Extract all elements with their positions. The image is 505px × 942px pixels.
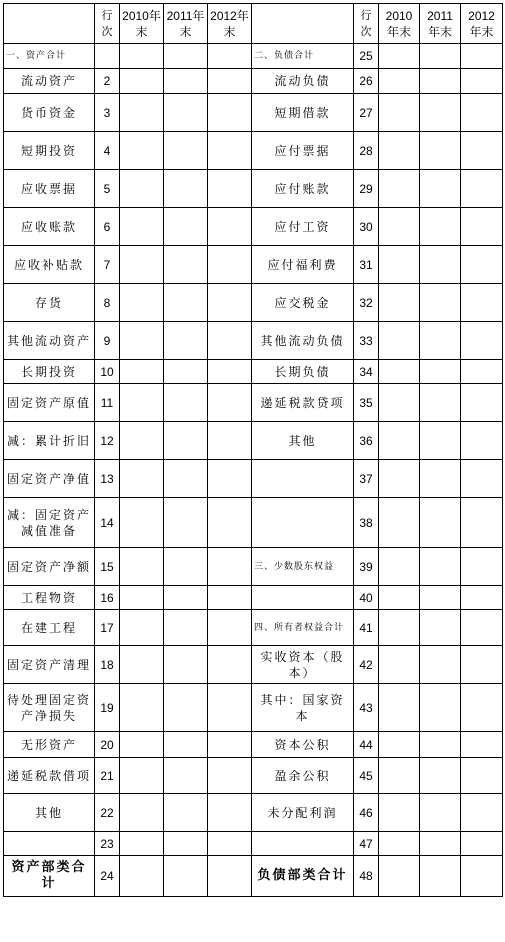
value-cell xyxy=(420,460,461,498)
right-item-label: 四、所有者权益合计 xyxy=(252,610,354,646)
left-line-no: 10 xyxy=(95,360,120,384)
value-cell xyxy=(420,856,461,897)
right-line-no: 42 xyxy=(354,646,379,684)
line-no-header: 行次 xyxy=(354,4,379,44)
value-cell xyxy=(461,284,503,322)
value-cell xyxy=(208,732,252,758)
value-cell xyxy=(461,832,503,856)
right-item-label xyxy=(252,586,354,610)
value-cell xyxy=(420,794,461,832)
right-line-no: 25 xyxy=(354,44,379,69)
left-line-no: 7 xyxy=(95,246,120,284)
value-cell xyxy=(420,732,461,758)
table-row xyxy=(4,646,503,684)
value-cell xyxy=(461,360,503,384)
table-row xyxy=(4,794,503,832)
value-cell xyxy=(208,322,252,360)
line-no-header: 行次 xyxy=(95,4,120,44)
value-cell xyxy=(461,732,503,758)
value-cell xyxy=(164,132,208,170)
value-cell xyxy=(120,384,164,422)
table-row xyxy=(4,610,503,646)
value-cell xyxy=(164,284,208,322)
value-cell xyxy=(208,422,252,460)
left-line-no: 21 xyxy=(95,758,120,794)
value-cell xyxy=(164,208,208,246)
value-cell xyxy=(120,610,164,646)
right-item-label: 三、少数股东权益 xyxy=(252,548,354,586)
left-item-label: 存货 xyxy=(4,284,95,322)
left-item-label: 无形资产 xyxy=(4,732,95,758)
right-line-no: 46 xyxy=(354,794,379,832)
table-row xyxy=(4,460,503,498)
left-item-label: 固定资产原值 xyxy=(4,384,95,422)
value-cell xyxy=(208,44,252,69)
value-cell xyxy=(120,360,164,384)
value-cell xyxy=(461,548,503,586)
value-cell xyxy=(420,322,461,360)
value-cell xyxy=(164,684,208,732)
right-line-no: 32 xyxy=(354,284,379,322)
value-cell xyxy=(120,94,164,132)
right-item-label: 递延税款贷项 xyxy=(252,384,354,422)
table-row xyxy=(4,832,503,856)
table-row xyxy=(4,246,503,284)
value-cell xyxy=(120,586,164,610)
right-item-label xyxy=(252,832,354,856)
left-item-label: 货币资金 xyxy=(4,94,95,132)
item-header-left xyxy=(4,4,95,44)
value-cell xyxy=(420,610,461,646)
value-cell xyxy=(120,732,164,758)
value-cell xyxy=(164,794,208,832)
value-cell xyxy=(379,94,420,132)
left-line-no: 13 xyxy=(95,460,120,498)
left-line-no: 3 xyxy=(95,94,120,132)
value-cell xyxy=(120,69,164,94)
value-cell xyxy=(120,498,164,548)
table-row xyxy=(4,856,503,897)
value-cell xyxy=(208,170,252,208)
value-cell xyxy=(164,69,208,94)
value-cell xyxy=(208,460,252,498)
right-line-no: 26 xyxy=(354,69,379,94)
value-cell xyxy=(461,460,503,498)
table-row xyxy=(4,284,503,322)
left-item-label: 减：累计折旧 xyxy=(4,422,95,460)
table-row xyxy=(4,44,503,69)
left-item-label: 流动资产 xyxy=(4,69,95,94)
left-item-label: 工程物资 xyxy=(4,586,95,610)
value-cell xyxy=(164,44,208,69)
right-line-no: 31 xyxy=(354,246,379,284)
table-row xyxy=(4,69,503,94)
table-row xyxy=(4,322,503,360)
value-cell xyxy=(461,170,503,208)
right-line-no: 37 xyxy=(354,460,379,498)
table-row xyxy=(4,384,503,422)
left-item-label: 应收补贴款 xyxy=(4,246,95,284)
value-cell xyxy=(461,422,503,460)
value-cell xyxy=(164,586,208,610)
value-cell xyxy=(461,384,503,422)
left-item-label: 待处理固定资产净损失 xyxy=(4,684,95,732)
value-cell xyxy=(420,208,461,246)
right-line-no: 27 xyxy=(354,94,379,132)
right-item-label: 盈余公积 xyxy=(252,758,354,794)
year-header: 2010年末 xyxy=(379,4,420,44)
value-cell xyxy=(461,246,503,284)
value-cell xyxy=(461,132,503,170)
value-cell xyxy=(208,610,252,646)
value-cell xyxy=(461,856,503,897)
right-item-label: 应付福利费 xyxy=(252,246,354,284)
value-cell xyxy=(208,856,252,897)
value-cell xyxy=(120,132,164,170)
value-cell xyxy=(420,832,461,856)
value-cell xyxy=(164,610,208,646)
value-cell xyxy=(208,758,252,794)
right-line-no: 29 xyxy=(354,170,379,208)
right-item-label: 应付工资 xyxy=(252,208,354,246)
value-cell xyxy=(420,646,461,684)
value-cell xyxy=(420,94,461,132)
left-line-no: 12 xyxy=(95,422,120,460)
value-cell xyxy=(420,384,461,422)
value-cell xyxy=(208,360,252,384)
value-cell xyxy=(164,758,208,794)
value-cell xyxy=(420,586,461,610)
value-cell xyxy=(379,646,420,684)
left-line-no: 18 xyxy=(95,646,120,684)
right-line-no: 36 xyxy=(354,422,379,460)
year-header: 2012年末 xyxy=(461,4,503,44)
value-cell xyxy=(208,69,252,94)
left-line-no: 8 xyxy=(95,284,120,322)
value-cell xyxy=(120,548,164,586)
value-cell xyxy=(461,586,503,610)
value-cell xyxy=(379,208,420,246)
value-cell xyxy=(379,684,420,732)
right-item-label: 其中：国家资本 xyxy=(252,684,354,732)
value-cell xyxy=(461,44,503,69)
value-cell xyxy=(164,646,208,684)
value-cell xyxy=(379,832,420,856)
value-cell xyxy=(208,548,252,586)
right-line-no: 28 xyxy=(354,132,379,170)
left-line-no: 9 xyxy=(95,322,120,360)
right-line-no: 47 xyxy=(354,832,379,856)
right-line-no: 45 xyxy=(354,758,379,794)
value-cell xyxy=(208,586,252,610)
table-row xyxy=(4,548,503,586)
value-cell xyxy=(420,498,461,548)
value-cell xyxy=(164,832,208,856)
left-line-no: 24 xyxy=(95,856,120,897)
right-line-no: 43 xyxy=(354,684,379,732)
value-cell xyxy=(461,610,503,646)
value-cell xyxy=(120,284,164,322)
value-cell xyxy=(208,832,252,856)
right-line-no: 38 xyxy=(354,498,379,548)
value-cell xyxy=(208,246,252,284)
right-item-label: 二、负债合计 xyxy=(252,44,354,69)
value-cell xyxy=(120,44,164,69)
right-item-label: 流动负债 xyxy=(252,69,354,94)
value-cell xyxy=(208,646,252,684)
left-item-label: 固定资产净额 xyxy=(4,548,95,586)
value-cell xyxy=(208,132,252,170)
value-cell xyxy=(164,170,208,208)
left-item-label: 其他流动资产 xyxy=(4,322,95,360)
table-row xyxy=(4,360,503,384)
value-cell xyxy=(420,170,461,208)
value-cell xyxy=(379,44,420,69)
value-cell xyxy=(379,758,420,794)
right-item-label: 其他流动负债 xyxy=(252,322,354,360)
right-line-no: 35 xyxy=(354,384,379,422)
left-line-no: 23 xyxy=(95,832,120,856)
value-cell xyxy=(120,422,164,460)
value-cell xyxy=(379,856,420,897)
balance-sheet-table xyxy=(3,3,503,897)
value-cell xyxy=(208,94,252,132)
left-line-no: 19 xyxy=(95,684,120,732)
value-cell xyxy=(379,322,420,360)
value-cell xyxy=(164,422,208,460)
value-cell xyxy=(379,610,420,646)
value-cell xyxy=(420,246,461,284)
value-cell xyxy=(461,646,503,684)
value-cell xyxy=(120,856,164,897)
right-item-label xyxy=(252,460,354,498)
right-item-label: 负债部类合计 xyxy=(252,856,354,897)
value-cell xyxy=(379,794,420,832)
year-header: 2012年末 xyxy=(208,4,252,44)
value-cell xyxy=(164,548,208,586)
value-cell xyxy=(420,422,461,460)
value-cell xyxy=(461,498,503,548)
left-item-label: 应收票据 xyxy=(4,170,95,208)
value-cell xyxy=(379,170,420,208)
left-item-label: 应收账款 xyxy=(4,208,95,246)
value-cell xyxy=(461,794,503,832)
table-row xyxy=(4,684,503,732)
left-item-label: 减：固定资产减值准备 xyxy=(4,498,95,548)
value-cell xyxy=(164,360,208,384)
value-cell xyxy=(379,132,420,170)
value-cell xyxy=(420,69,461,94)
left-item-label: 其他 xyxy=(4,794,95,832)
left-line-no: 22 xyxy=(95,794,120,832)
left-item-label xyxy=(4,832,95,856)
value-cell xyxy=(379,246,420,284)
right-line-no: 33 xyxy=(354,322,379,360)
left-line-no: 14 xyxy=(95,498,120,548)
value-cell xyxy=(208,498,252,548)
value-cell xyxy=(164,856,208,897)
left-line-no: 4 xyxy=(95,132,120,170)
value-cell xyxy=(420,360,461,384)
value-cell xyxy=(120,794,164,832)
value-cell xyxy=(164,94,208,132)
value-cell xyxy=(120,460,164,498)
value-cell xyxy=(461,208,503,246)
value-cell xyxy=(420,284,461,322)
value-cell xyxy=(420,684,461,732)
item-header-right xyxy=(252,4,354,44)
value-cell xyxy=(164,384,208,422)
value-cell xyxy=(120,170,164,208)
left-line-no xyxy=(95,44,120,69)
table-row xyxy=(4,758,503,794)
left-item-label: 短期投资 xyxy=(4,132,95,170)
value-cell xyxy=(379,548,420,586)
value-cell xyxy=(164,498,208,548)
value-cell xyxy=(379,384,420,422)
value-cell xyxy=(208,284,252,322)
value-cell xyxy=(120,246,164,284)
right-item-label: 未分配利润 xyxy=(252,794,354,832)
table-row xyxy=(4,170,503,208)
left-item-label: 在建工程 xyxy=(4,610,95,646)
value-cell xyxy=(120,684,164,732)
right-item-label xyxy=(252,498,354,548)
left-line-no: 15 xyxy=(95,548,120,586)
value-cell xyxy=(461,322,503,360)
left-item-label: 资产部类合计 xyxy=(4,856,95,897)
value-cell xyxy=(379,360,420,384)
value-cell xyxy=(164,460,208,498)
value-cell xyxy=(420,44,461,69)
right-line-no: 48 xyxy=(354,856,379,897)
year-header: 2010年末 xyxy=(120,4,164,44)
right-item-label: 资本公积 xyxy=(252,732,354,758)
value-cell xyxy=(120,208,164,246)
left-item-label: 长期投资 xyxy=(4,360,95,384)
value-cell xyxy=(461,684,503,732)
right-item-label: 应付账款 xyxy=(252,170,354,208)
left-item-label: 一、资产合计 xyxy=(4,44,95,69)
value-cell xyxy=(461,758,503,794)
left-line-no: 6 xyxy=(95,208,120,246)
value-cell xyxy=(120,322,164,360)
value-cell xyxy=(461,94,503,132)
year-header: 2011年末 xyxy=(420,4,461,44)
value-cell xyxy=(164,246,208,284)
value-cell xyxy=(164,322,208,360)
table-row xyxy=(4,732,503,758)
value-cell xyxy=(120,832,164,856)
left-item-label: 递延税款借项 xyxy=(4,758,95,794)
value-cell xyxy=(208,684,252,732)
value-cell xyxy=(208,384,252,422)
table-row xyxy=(4,94,503,132)
right-line-no: 34 xyxy=(354,360,379,384)
value-cell xyxy=(379,586,420,610)
left-line-no: 20 xyxy=(95,732,120,758)
left-line-no: 5 xyxy=(95,170,120,208)
table-row xyxy=(4,422,503,460)
value-cell xyxy=(379,732,420,758)
value-cell xyxy=(420,548,461,586)
value-cell xyxy=(379,422,420,460)
right-line-no: 44 xyxy=(354,732,379,758)
value-cell xyxy=(120,758,164,794)
value-cell xyxy=(120,646,164,684)
value-cell xyxy=(379,498,420,548)
value-cell xyxy=(420,758,461,794)
value-cell xyxy=(379,460,420,498)
value-cell xyxy=(208,208,252,246)
value-cell xyxy=(208,794,252,832)
right-item-label: 长期负债 xyxy=(252,360,354,384)
value-cell xyxy=(164,732,208,758)
value-cell xyxy=(379,69,420,94)
right-line-no: 40 xyxy=(354,586,379,610)
table-row xyxy=(4,498,503,548)
right-line-no: 41 xyxy=(354,610,379,646)
right-item-label: 应交税金 xyxy=(252,284,354,322)
right-line-no: 39 xyxy=(354,548,379,586)
value-cell xyxy=(420,132,461,170)
table-row xyxy=(4,132,503,170)
value-cell xyxy=(379,284,420,322)
right-line-no: 30 xyxy=(354,208,379,246)
left-item-label: 固定资产净值 xyxy=(4,460,95,498)
right-item-label: 其他 xyxy=(252,422,354,460)
value-cell xyxy=(461,69,503,94)
right-item-label: 实收资本（股本） xyxy=(252,646,354,684)
right-item-label: 应付票据 xyxy=(252,132,354,170)
right-item-label: 短期借款 xyxy=(252,94,354,132)
left-line-no: 11 xyxy=(95,384,120,422)
left-line-no: 2 xyxy=(95,69,120,94)
table-row xyxy=(4,586,503,610)
header-row xyxy=(4,4,503,44)
year-header: 2011年末 xyxy=(164,4,208,44)
left-line-no: 16 xyxy=(95,586,120,610)
left-line-no: 17 xyxy=(95,610,120,646)
table-row xyxy=(4,208,503,246)
left-item-label: 固定资产清理 xyxy=(4,646,95,684)
